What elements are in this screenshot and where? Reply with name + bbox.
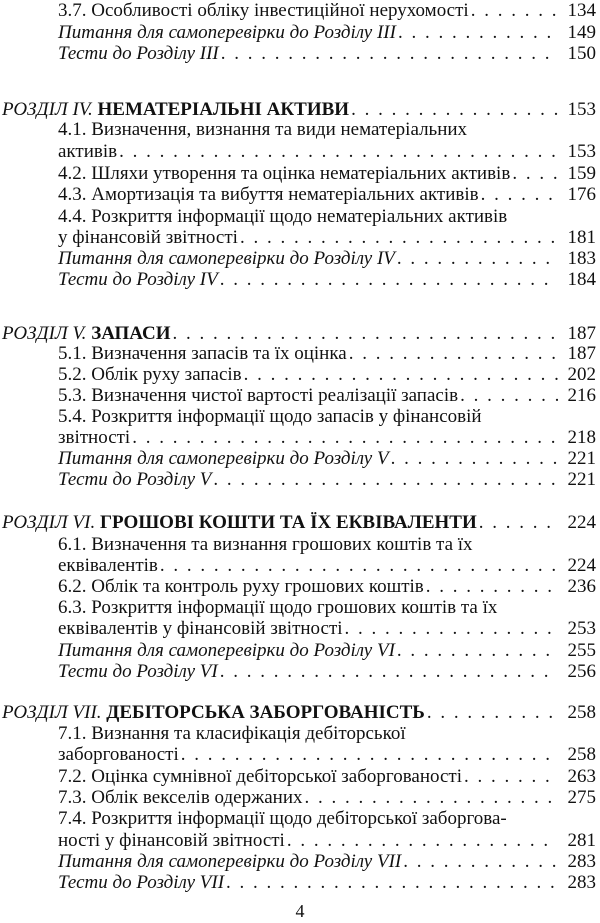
page-ref: 153 [567, 141, 596, 162]
page-ref: 187 [567, 323, 596, 344]
entry-text: 3.7. Особливості обліку інвестиційної нерухомості [58, 0, 469, 21]
leader-dots [398, 22, 558, 44]
entry-text: 6.2. Облік та контроль руху грошових коштів [58, 576, 424, 597]
page-ref: 224 [567, 555, 596, 576]
entry-text: 5.4. Розкриття інформації щодо запасів у фінансовій [58, 406, 482, 427]
entry-text: активів [58, 141, 118, 162]
leader-dots [471, 0, 558, 22]
page-ref: 221 [567, 469, 596, 490]
leader-dots [160, 555, 558, 577]
entry-text: 6.3. Розкриття інформації щодо грошових коштів та їх [58, 597, 498, 618]
page-ref: 281 [567, 830, 596, 851]
page-ref: 256 [567, 661, 596, 682]
toc-entry [0, 448, 596, 470]
entry-text: заборгованості [58, 744, 179, 765]
entry-text: ності у фінансовій звітності [58, 830, 285, 851]
chapter-title: ГРОШОВІ КОШТИ ТА ЇХ ЕКВІВАЛЕНТИ [99, 512, 477, 533]
chapter-label: РОЗДІЛ V. [2, 323, 87, 344]
toc-entry [0, 269, 596, 291]
entry-text: звітності [58, 427, 131, 448]
entry-text: Тести до Розділу III [58, 43, 219, 64]
entry-text: Тести до Розділу VI [58, 661, 218, 682]
leader-dots [397, 640, 558, 662]
entry-text: 4.3. Амортизація та вибуття нематеріальних активів [58, 184, 479, 205]
toc-entry [0, 385, 596, 407]
leader-dots [460, 385, 558, 407]
chapter-title: ЗАПАСИ [91, 323, 171, 344]
page-ref: 224 [567, 512, 596, 533]
page-ref: 134 [567, 0, 596, 21]
toc-entry [0, 43, 596, 65]
entry-text: Питання для самоперевірки до Розділу V [58, 448, 389, 469]
entry-text: 7.1. Визнання та класифікація дебіторської [58, 723, 406, 744]
chapter-title: НЕМАТЕРІАЛЬНІ АКТИВИ [97, 99, 350, 120]
toc-entry [0, 830, 596, 852]
chapter-heading [0, 323, 596, 345]
chapter-label: РОЗДІЛ VII. [2, 702, 102, 723]
leader-dots [220, 269, 558, 291]
toc-entry [0, 766, 596, 788]
leader-dots [351, 99, 558, 121]
entry-text: 5.1. Визначення запасів та їх оцінка [58, 343, 347, 364]
page-ref: 216 [567, 385, 596, 406]
entry-text: Питання для самоперевірки до Розділу III [58, 22, 396, 43]
toc-entry [0, 22, 596, 44]
leader-dots [287, 830, 558, 852]
entry-text: 6.1. Визначення та визнання грошових коштів та їх [58, 534, 473, 555]
page-ref: 258 [567, 702, 596, 723]
toc-entry [0, 534, 596, 556]
entry-text: 4.1. Визначення, визнання та види нематеріальних [58, 119, 468, 140]
toc-entry [0, 851, 596, 873]
page-ref: 153 [567, 99, 596, 120]
page-ref: 181 [567, 227, 596, 248]
page-ref: 253 [567, 618, 596, 639]
leader-dots [305, 787, 559, 809]
page-ref: 187 [567, 343, 596, 364]
page-ref: 263 [567, 766, 596, 787]
leader-dots [426, 576, 558, 598]
leader-dots [512, 163, 558, 185]
chapter-title: ДЕБІТОРСЬКА ЗАБОРГОВАНІСТЬ [106, 702, 425, 723]
entry-text: еквівалентів [58, 555, 158, 576]
page-ref: 184 [567, 269, 596, 290]
entry-text: 4.2. Шляхи утворення та оцінка нематеріальних активів [58, 163, 511, 184]
chapter-label: РОЗДІЛ IV. [2, 99, 93, 120]
leader-dots [397, 248, 558, 270]
chapter-heading [0, 512, 596, 534]
page-ref: 149 [567, 22, 596, 43]
toc-entry [0, 787, 596, 809]
entry-text: Тести до Розділу V [58, 469, 212, 490]
entry-text: Питання для самоперевірки до Розділу IV [58, 248, 395, 269]
entry-text: Тести до Розділу VII [58, 872, 225, 893]
toc-entry [0, 406, 596, 428]
leader-dots [481, 184, 558, 206]
toc-entry [0, 618, 596, 640]
toc-entry [0, 469, 596, 491]
toc-entry [0, 661, 596, 683]
leader-dots [349, 343, 558, 365]
chapter-label: РОЗДІЛ VI. [2, 512, 96, 533]
toc-entry [0, 227, 596, 249]
toc-entry [0, 141, 596, 163]
toc-entry [0, 119, 596, 141]
toc-entry [0, 248, 596, 270]
leader-dots [427, 702, 558, 724]
toc-entry [0, 364, 596, 386]
entry-text: 7.4. Розкриття інформації щодо дебіторської заборгова- [58, 808, 507, 829]
leader-dots [213, 469, 558, 491]
page-ref: 283 [567, 851, 596, 872]
page-number: 4 [295, 901, 305, 921]
page-ref: 176 [567, 184, 596, 205]
entry-text: Питання для самоперевірки до Розділу VII [58, 851, 402, 872]
entry-text: Тести до Розділу IV [58, 269, 218, 290]
toc-entry [0, 343, 596, 365]
page-ref: 221 [567, 448, 596, 469]
toc-entry [0, 0, 596, 22]
page-ref: 159 [567, 163, 596, 184]
page-ref: 236 [567, 576, 596, 597]
leader-dots [221, 43, 558, 65]
entry-text: 7.3. Облік векселів одержаних [58, 787, 303, 808]
entry-text: 5.3. Визначення чистої вартості реалізації запасів [58, 385, 459, 406]
page-ref: 183 [567, 248, 596, 269]
entry-text: 7.2. Оцінка сумнівної дебіторської заборгованості [58, 766, 463, 787]
leader-dots [391, 448, 558, 470]
leader-dots [173, 323, 558, 345]
leader-dots [244, 364, 558, 386]
leader-dots [132, 427, 558, 449]
entry-text: у фінансовій звітності [58, 227, 238, 248]
toc-entry [0, 597, 596, 619]
leader-dots [220, 661, 558, 683]
page-ref: 255 [567, 640, 596, 661]
leader-dots [119, 141, 558, 163]
toc-entry [0, 427, 596, 449]
toc-entry [0, 872, 596, 894]
leader-dots [464, 766, 558, 788]
entry-text: еквівалентів у фінансовій звітності [58, 618, 343, 639]
page-ref: 202 [567, 364, 596, 385]
leader-dots [403, 851, 558, 873]
page-ref: 218 [567, 427, 596, 448]
page-ref: 283 [567, 872, 596, 893]
toc-entry [0, 163, 596, 185]
toc-entry [0, 744, 596, 766]
page-ref: 150 [567, 43, 596, 64]
entry-text: 4.4. Розкриття інформації щодо нематеріальних активів [58, 206, 508, 227]
toc-entry [0, 206, 596, 228]
leader-dots [479, 512, 558, 534]
toc-entry [0, 723, 596, 745]
chapter-heading [0, 99, 596, 121]
toc-entry [0, 640, 596, 662]
leader-dots [345, 618, 558, 640]
toc-entry [0, 576, 596, 598]
page-ref: 275 [567, 787, 596, 808]
toc-entry [0, 184, 596, 206]
entry-text: Питання для самоперевірки до Розділу VI [58, 640, 395, 661]
entry-text: 5.2. Облік руху запасів [58, 364, 242, 385]
chapter-heading [0, 702, 596, 724]
leader-dots [240, 227, 558, 249]
toc-entry [0, 555, 596, 577]
leader-dots [226, 872, 558, 894]
toc-entry [0, 808, 596, 830]
leader-dots [181, 744, 558, 766]
page-ref: 258 [567, 744, 596, 765]
